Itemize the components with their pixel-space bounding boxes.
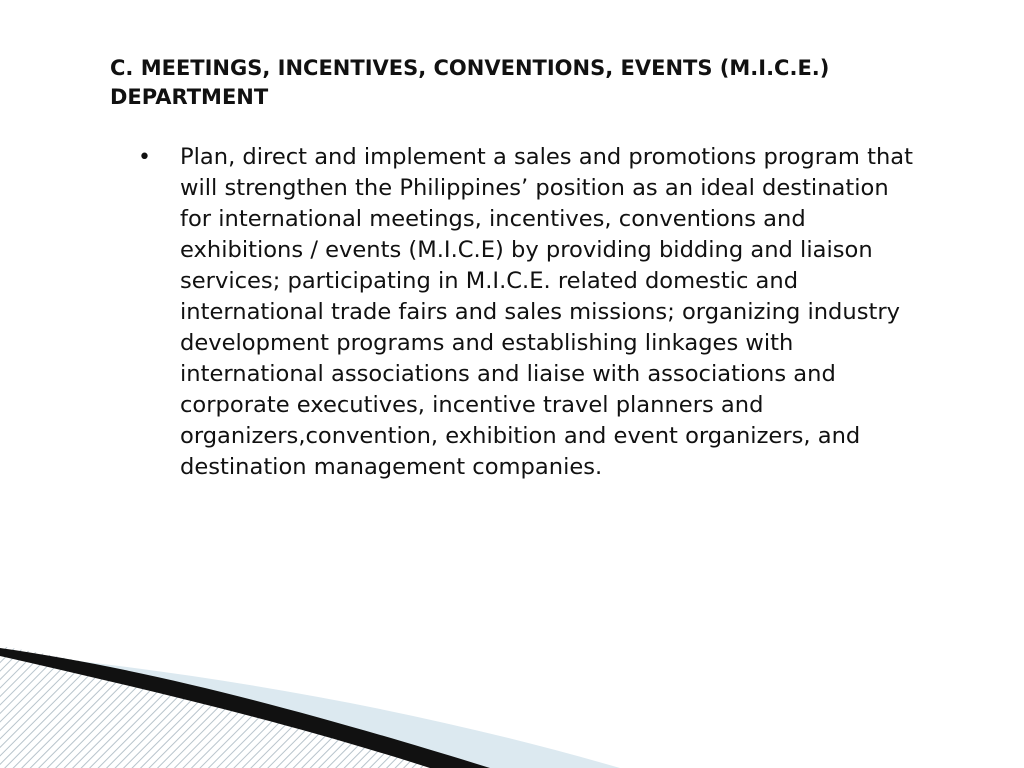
slide-title: C. MEETINGS, INCENTIVES, CONVENTIONS, EVENTS (M.I.C.E.) DEPARTMENT [110,56,830,109]
bullet-text: Plan, direct and implement a sales and promotions program that will strengthen the Philippines’ position as an ideal destination for international meetings, incentives, conventions and exhibitions / events (M.I.C.E) by providing bidding and liaison services; participating in M.I.C.E. related domestic and international trade fairs and sales missions; organizing industry development programs and establishing linkages with international associations and liaise with associations and corporate executives, incentive travel planners and organizers,convention, exhibition and event organizers, and destination management companies. [180,144,913,480]
bullet-list [138,142,918,483]
list-item [138,142,918,483]
bullet-dot-icon: • [138,145,151,170]
